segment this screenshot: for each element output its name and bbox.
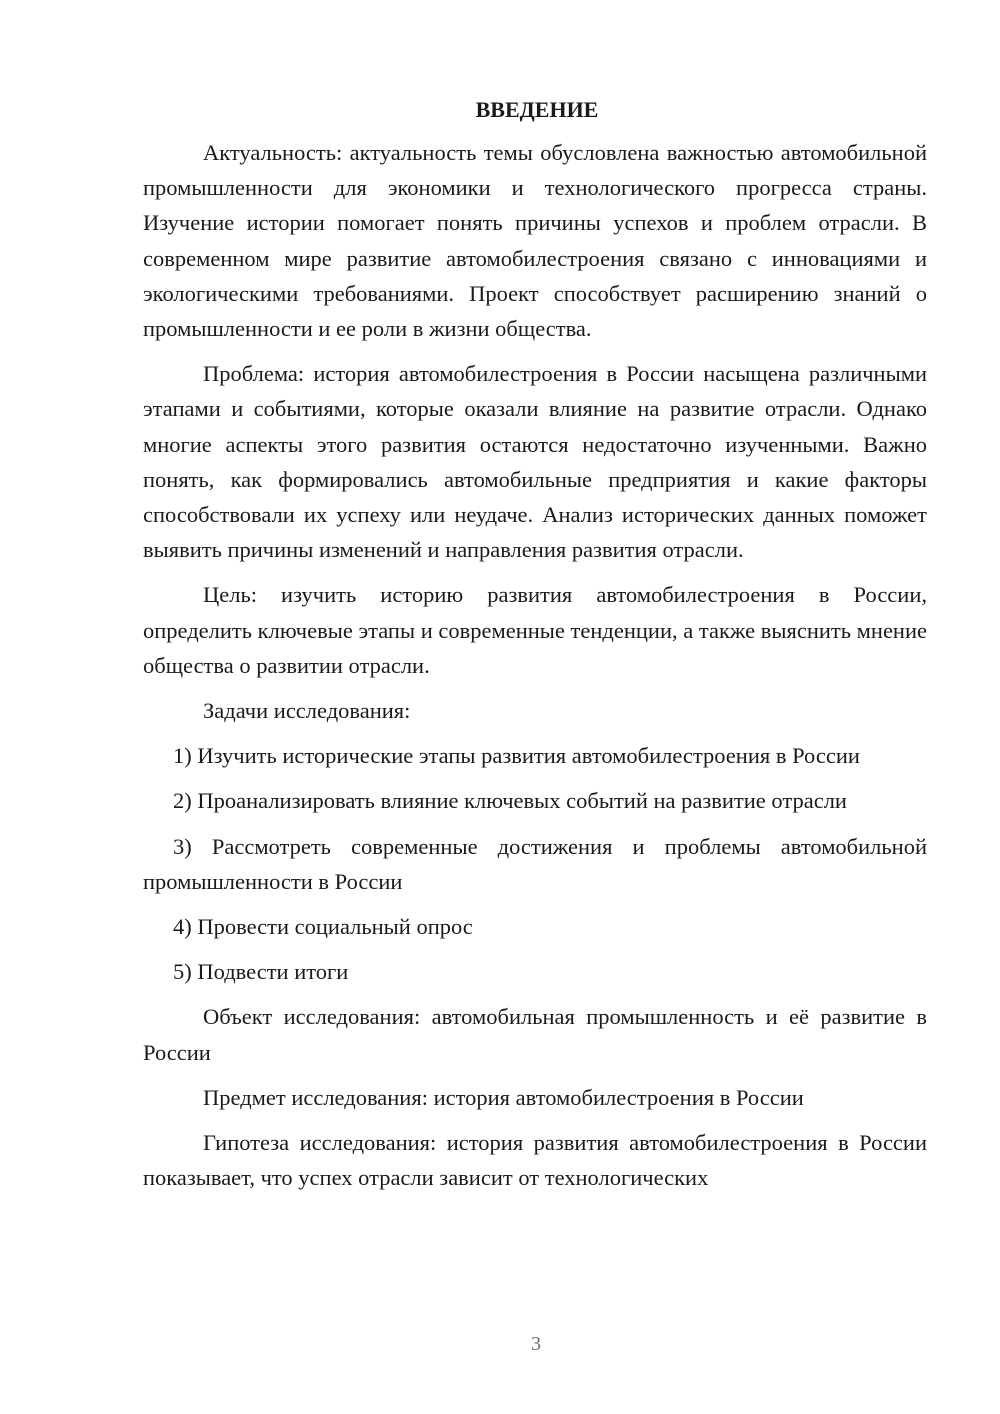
document-body (143, 92, 927, 1205)
problem-paragraph: Проблема: история автомобилестроения в России насыщена различными этапами и событиями, которые оказали влияние на развитие отрасли. Однако многие аспекты этого развития остаются недостаточно изученными. Важно понять, как формировались автомобильные предприятия и какие факторы способствовали их успеху или неудаче. Анализ исторических данных поможет выявить причины изменений и направления развития отрасли. (143, 361, 927, 563)
section-title: ВВЕДЕНИЕ (475, 97, 599, 122)
goal-paragraph: Цель: изучить историю развития автомобилестроения в России, определить ключевые этапы и современные тенденции, а также выяснить мнение общества о развитии отрасли. (143, 582, 927, 678)
page-number: 3 (531, 1333, 541, 1355)
hypothesis-paragraph: Гипотеза исследования: история развития автомобилестроения в России показывает, что успех отрасли зависит от технологических (143, 1130, 927, 1191)
task-item-2: 2) Проанализировать влияние ключевых событий на развитие отрасли (173, 788, 847, 814)
research-object-paragraph: Объект исследования: автомобильная промышленность и её развитие в России (143, 1004, 927, 1065)
relevance-paragraph: Актуальность: актуальность темы обусловлена важностью автомобильной промышленности для экономики и технологического прогресса страны. Изучение истории помогает понять причины успехов и проблем отрасли. В современном мире развитие автомобилестроения связано с инновациями и экологическими требованиями. Проект способствует расширению знаний о промышленности и ее роли в жизни общества. (143, 140, 927, 342)
research-subject-paragraph: Предмет исследования: история автомобилестроения в России (203, 1084, 804, 1110)
task-item-1: 1) Изучить исторические этапы развития автомобилестроения в России (173, 743, 860, 769)
tasks-heading: Задачи исследования: (203, 698, 411, 724)
task-item-5: 5) Подвести итоги (173, 959, 349, 985)
task-item-4: 4) Провести социальный опрос (173, 914, 473, 940)
task-item-3: 3) Рассмотреть современные достижения и проблемы автомобильной промышленности в России (143, 833, 927, 894)
